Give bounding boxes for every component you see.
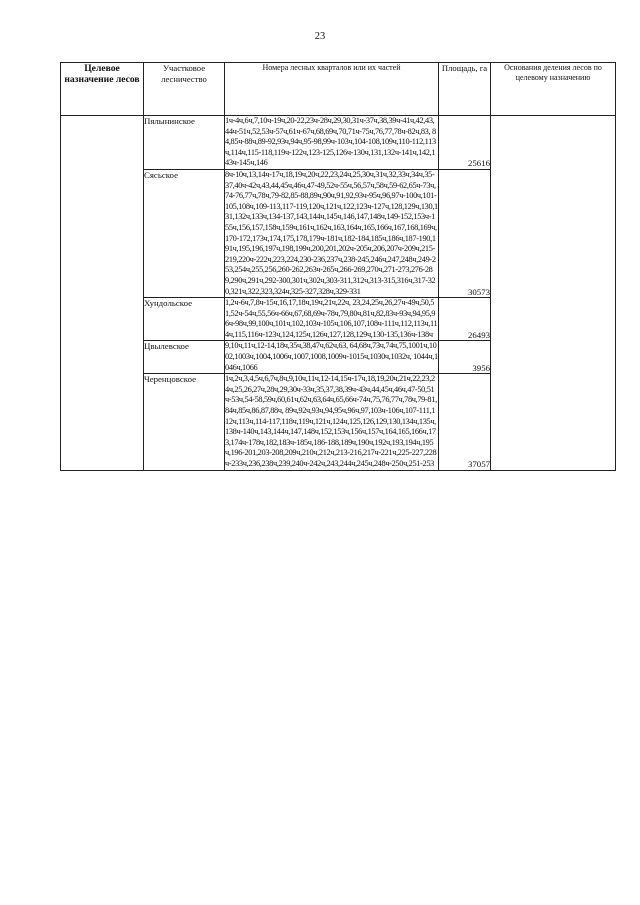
header-basis: Основания деления лесов по целевому назначению [491, 63, 616, 116]
forestry-name: Цвылевское [144, 341, 225, 374]
quarters-list: 8ч-10ч,13,14ч-17ч,18,19ч,20ч,22,23,24ч,25,30ч,31ч,32,33ч,34ч,35-37,40ч-42ч,43,44,45ч,46ч,47-49,52ч-55ч,56,57ч,58ч,59-62,65ч-73ч,74-76,77ч,78ч,79-82,85-88,89ч,90ч,91,92,93ч-95ч,96,97ч-100ч,101-105,108ч,109-113,117-119,120ч,121ч,122,123ч-127ч,128,129ч,130,131,132ч,133ч,134-137,143,144ч,145ч,146,147,148ч,149-152,153ч-155ч,156,157,158ч,159ч,161ч,162ч,163,164ч,165,166ч,167,168,169ч,170-172,173ч,174,175,178,179ч-181ч,182-184,185ч,186ч,187-190,191ч,195,196,197ч,198,199ч,200,201,202ч-205ч,206,207ч-209ч,215-219,220ч-222ч,223,224,230-236,237ч,238-245,246ч,247,248ч,249-253,254ч,255,256,260-262,263ч-265ч,266-269,270ч,271-273,276-289,290ч,291ч,292-300,301ч,302ч,303-311,312ч,313-315,316ч,317-320,321ч,322,323,324ч,325-327,328ч,329-331 [225, 169, 439, 297]
forestry-name: Пялынинское [144, 116, 225, 170]
quarters-list: 1ч-4ч,6ч,7,10ч-19ч,20-22,23ч-28ч,29,30,31ч-37ч,38,39ч-41ч,42,43,44ч-51ч,52,53ч-57ч,61ч-67ч,68,69ч,70,71ч-75ч,76,77,78ч-82ч,83, 84,85ч-88ч,89-92,93ч,94ч,95-98,99ч-103ч,104-108,109ч,110-112,113ч,114ч,115-118,119ч-122ч,123-125,126ч-130ч,131,132ч-141ч,142,143ч-145ч,146 [225, 116, 439, 170]
purpose-cell [61, 116, 144, 471]
area-value: 25616 [439, 116, 491, 170]
forestry-name: Хундольское [144, 298, 225, 341]
quarters-list: 1,2ч-6ч,7,8ч-15ч,16,17,18ч,19ч,21ч,22ч, 23,24,25ч,26,27ч-49ч,50,51,52ч-54ч,55,56ч-66ч,67,68,69ч-78ч,79,80ч,81ч,82,83ч-93ч,94,95,96ч-98ч,99,100ч,101ч,102,103ч-105ч,106,107,108ч-111ч,112,113ч,114ч,115,116ч-123ч,124,125ч,126ч,127,128,129ч,130-135,136ч-138ч [225, 298, 439, 341]
area-value: 30573 [439, 169, 491, 297]
table-header-row [61, 63, 616, 116]
quarters-list: 1ч,2ч,3,4,5ч,6,7ч,8ч,9,10ч,11ч,12-14,15ч-17ч,18,19,20ч,21ч,22,23,24ч,25,26,27ч,28ч,29,30ч-33ч,35,37,38,39ч-43ч,44,45ч,46ч,47-50,51ч-53ч,54-58,59ч,60,61ч,62ч,63,64ч,65,66ч-74ч,75,76,77ч,78ч,79-81,84ч,85ч,86,87,88ч, 89ч,92ч,93ч,94,95ч,96ч,97,103ч-106ч,107-111,112ч,113ч,114-117,118ч,119ч,121ч,124ч,125,126,129,130,134ч,135ч,138ч-140ч,143,144ч,147,148ч,152,153ч,156ч,157ч,164,165,166ч,173,174ч-178ч,182,183ч-185ч,186-188,189ч,190ч,192ч,193,194ч,195ч,196-201,203-208,209ч,210ч,212ч,213-216,217ч-221ч,225-227,228ч-233ч,236,238ч,239,240ч-242ч,243,244ч,245ч,248ч-250ч,251-253 [225, 374, 439, 470]
header-quarters: Номера лесных кварталов или их частей [225, 63, 439, 116]
forestry-name: Сясьское [144, 169, 225, 297]
page-number: 23 [314, 31, 326, 42]
header-forestry: Участковое лесничество [144, 63, 225, 116]
header-area: Площадь, га [439, 63, 491, 116]
forestry-name: Черенцовское [144, 374, 225, 470]
area-value: 37057 [439, 374, 491, 470]
area-value: 26493 [439, 298, 491, 341]
basis-cell [491, 116, 616, 471]
forest-division-table [60, 62, 616, 471]
area-value: 3956 [439, 341, 491, 374]
quarters-list: 9,10ч,11ч,12-14,18ч,35ч,38,47ч,62ч,63, 64,68ч,73ч,74ч,75,1001ч,1002,1003ч,1004,1006ч,1007,1008,1009ч-1015ч,1030ч,1032ч, 1044ч,1046ч,1066 [225, 341, 439, 374]
header-purpose: Целевое назначение лесов [61, 63, 144, 116]
table-row [61, 116, 616, 170]
